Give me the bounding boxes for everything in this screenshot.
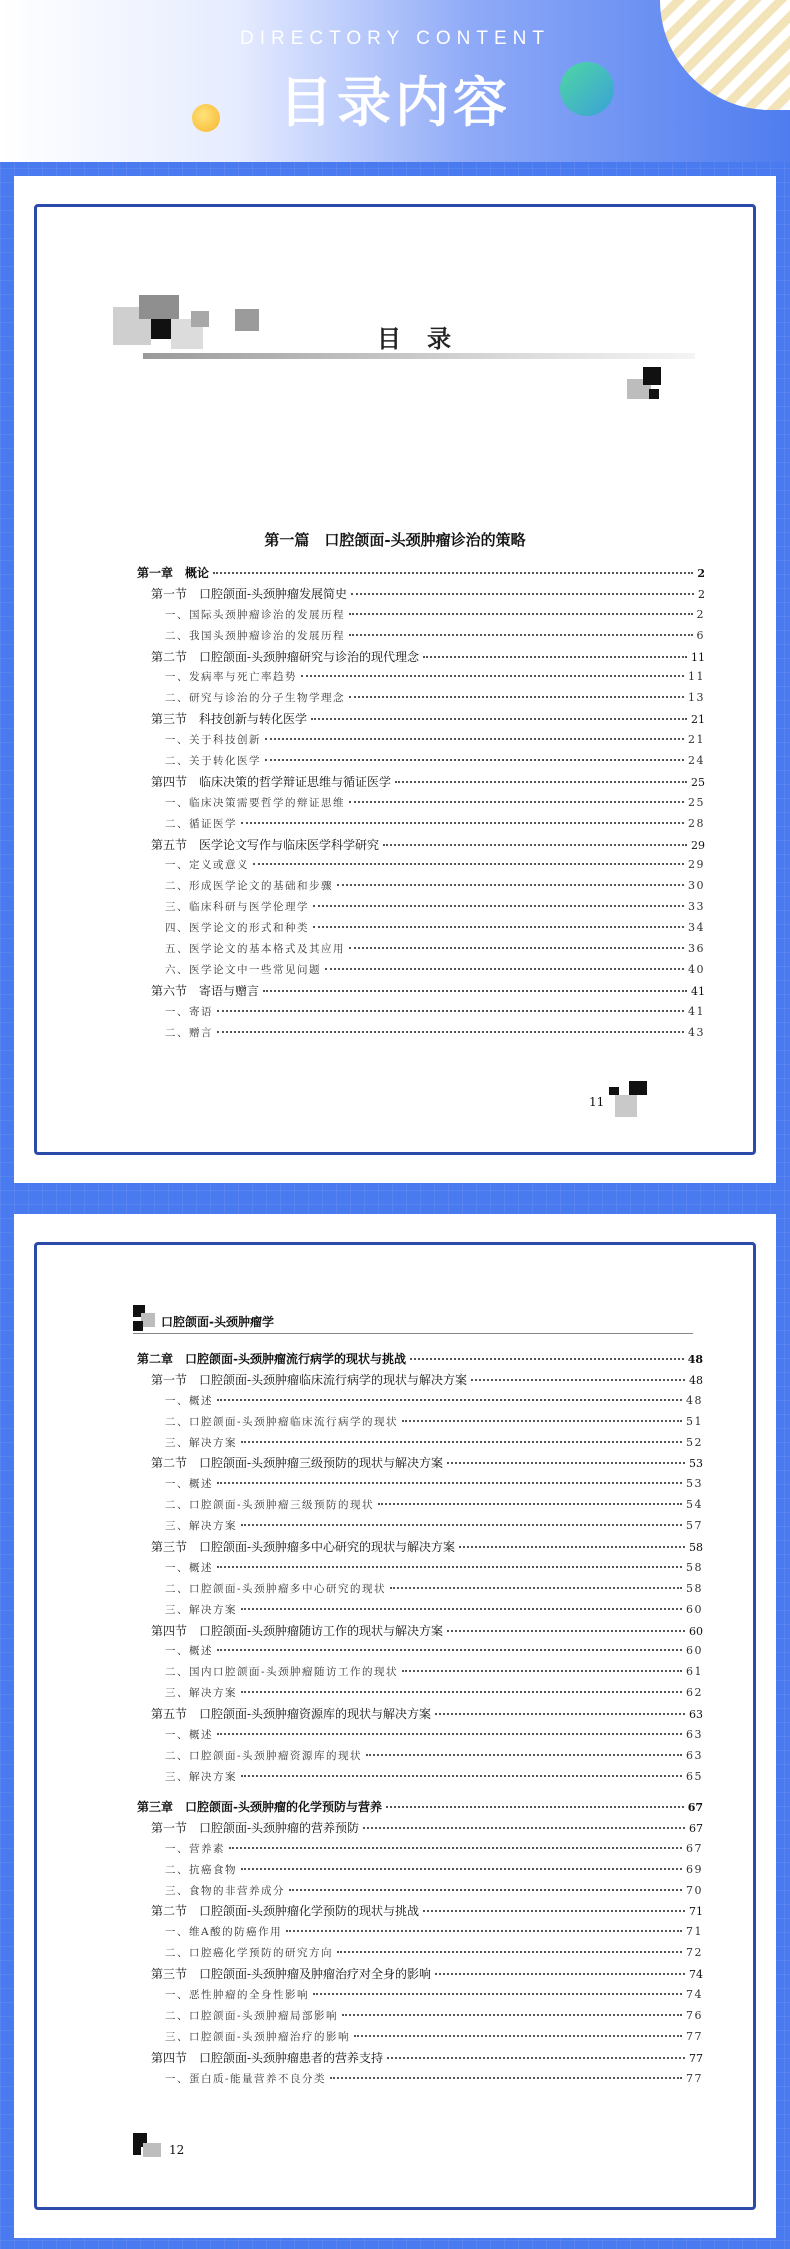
toc-chapter[interactable]: [137, 1349, 703, 1370]
dot-leader: [313, 905, 684, 907]
toc-entry-title: 二、口腔颌面-头颈肿瘤临床流行病学的现状: [165, 1415, 399, 1428]
toc-item[interactable]: [137, 2006, 703, 2027]
dot-leader: [217, 1031, 684, 1033]
toc-entry-page: 21: [688, 733, 705, 747]
dot-leader: [383, 844, 687, 846]
toc-entry-title: 一、恶性肿瘤的全身性影响: [165, 1989, 309, 2002]
toc-page-2: [14, 1214, 776, 2238]
toc-section[interactable]: [137, 1537, 703, 1558]
toc-entry-title: 第六节 寄语与赠言: [151, 983, 260, 998]
dot-leader: [349, 696, 684, 698]
toc-entry-title: 一、概述: [165, 1394, 213, 1407]
toc-entry-page: 69: [686, 1862, 703, 1876]
toc-entry-page: 71: [689, 1905, 703, 1919]
toc-section[interactable]: [137, 1370, 703, 1391]
dot-leader: [325, 968, 684, 970]
dot-leader: [459, 1546, 685, 1548]
toc-section[interactable]: [137, 584, 705, 605]
toc-entry-page: 61: [686, 1665, 703, 1679]
part-title: 第一篇 口腔颌面-头颈肿瘤诊治的策略: [264, 531, 526, 549]
toc-item[interactable]: [137, 897, 705, 918]
toc-item[interactable]: [137, 2069, 703, 2090]
toc-entry-page: 63: [686, 1728, 703, 1742]
toc-item[interactable]: [137, 1683, 703, 1704]
dot-leader: [217, 1733, 682, 1735]
toc-entry-title: 一、概述: [165, 1729, 213, 1742]
toc-section[interactable]: [137, 1901, 703, 1922]
toc-entry-title: 第一节 口腔颌面-头颈肿瘤临床流行病学的现状与解决方案: [151, 1372, 468, 1387]
toc-section[interactable]: [137, 981, 705, 1002]
dot-leader: [349, 801, 684, 803]
toc-section[interactable]: [137, 1704, 703, 1725]
title-cn: 目录内容: [279, 71, 511, 134]
toc-item[interactable]: [137, 918, 705, 939]
toc-item[interactable]: [137, 1391, 703, 1412]
page-frame: [34, 1242, 756, 2210]
page-number: 11: [589, 1095, 605, 1109]
dot-leader: [363, 1827, 685, 1829]
toc-item[interactable]: [137, 1985, 703, 2006]
toc-entry-title: 一、发病率与死亡率趋势: [165, 671, 297, 684]
dot-leader: [435, 1973, 685, 1975]
dot-leader: [342, 2014, 682, 2016]
dot-leader: [354, 2035, 682, 2037]
toc-entry-title: 第一节 口腔颌面-头颈肿瘤发展简史: [151, 586, 348, 601]
toc-entry-page: 60: [689, 1624, 703, 1638]
toc-entry-title: 一、蛋白质-能量营养不良分类: [165, 2072, 327, 2085]
dot-leader: [241, 1441, 682, 1443]
toc-entry-page: 53: [686, 1477, 703, 1491]
toc-entry-page: 58: [686, 1581, 703, 1595]
toc-entry-title: 第三节 口腔颌面-头颈肿瘤多中心研究的现状与解决方案: [151, 1540, 456, 1555]
toc-entry-page: 48: [689, 1373, 703, 1387]
toc-entry-page: 25: [688, 795, 705, 809]
dot-leader: [217, 1566, 682, 1568]
toc-entry-page: 77: [686, 2029, 703, 2043]
dot-leader: [402, 1670, 682, 1672]
toc-entry-page: 67: [689, 1821, 703, 1835]
toc-entry-title: 第三节 科技创新与转化医学: [151, 712, 308, 727]
toc-entry-title: 二、口腔颌面-头颈肿瘤多中心研究的现状: [165, 1582, 387, 1595]
running-head: 口腔颌面-头颈肿瘤学: [161, 1315, 274, 1329]
dot-leader: [378, 1503, 682, 1505]
dot-leader: [313, 1993, 682, 1995]
toc-entry-page: 51: [686, 1414, 703, 1428]
toc-entry-title: 一、概述: [165, 1645, 213, 1658]
toc-entry-title: 第二节 口腔颌面-头颈肿瘤研究与诊治的现代理念: [151, 649, 420, 664]
toc-entry-page: 29: [691, 838, 705, 852]
toc-entry-page: 2: [698, 587, 705, 601]
toc-list-chapter-3: [137, 1797, 703, 2089]
dot-leader: [217, 1399, 682, 1401]
toc-entry-title: 一、寄语: [165, 1005, 213, 1018]
toc-entry-page: 76: [686, 2008, 703, 2022]
dot-leader: [395, 781, 687, 783]
dot-leader: [366, 1754, 682, 1756]
dot-leader: [471, 1379, 685, 1381]
toc-entry-page: 41: [691, 984, 705, 998]
toc-entry-title: 一、关于科技创新: [165, 734, 261, 747]
dot-leader: [390, 1587, 682, 1589]
dot-leader: [423, 1910, 685, 1912]
toc-section[interactable]: [137, 647, 705, 668]
toc-entry-page: 60: [686, 1644, 703, 1658]
toc-item[interactable]: [137, 1412, 703, 1433]
page-frame: [34, 204, 756, 1155]
toc-entry-title: 二、循证医学: [165, 817, 237, 830]
dot-leader: [263, 990, 687, 992]
dot-leader: [265, 738, 684, 740]
toc-entry-title: 第四节 口腔颌面-头颈肿瘤患者的营养支持: [151, 2050, 384, 2065]
toc-entry-title: 第五节 医学论文写作与临床医学科学研究: [151, 837, 380, 852]
header-banner: [0, 0, 790, 162]
toc-item[interactable]: [137, 1746, 703, 1767]
yellow-dot-decoration: [192, 104, 220, 132]
toc-entry-title: 二、研究与诊治的分子生物学理念: [165, 692, 345, 705]
dot-leader: [301, 675, 684, 677]
toc-section[interactable]: [137, 709, 705, 730]
toc-entry-page: 58: [686, 1560, 703, 1574]
dot-leader: [349, 634, 693, 636]
toc-entry-title: 四、医学论文的形式和种类: [165, 922, 309, 935]
toc-item[interactable]: [137, 1474, 703, 1495]
toc-entry-title: 一、概述: [165, 1561, 213, 1574]
toc-chapter[interactable]: [137, 1797, 703, 1818]
dot-leader: [241, 1691, 682, 1693]
toc-entry-page: 53: [689, 1457, 703, 1471]
toc-entry-title: 一、临床决策需要哲学的辩证思维: [165, 796, 345, 809]
toc-item[interactable]: [137, 960, 705, 981]
dot-leader: [435, 1713, 685, 1715]
toc-entry-page: 2: [696, 607, 705, 621]
toc-item[interactable]: [137, 751, 705, 772]
toc-entry-page: 77: [689, 2051, 703, 2065]
dot-leader: [253, 863, 684, 865]
toc-heading: 目录: [377, 324, 477, 353]
toc-entry-page: 29: [688, 858, 705, 872]
toc-item[interactable]: [137, 1433, 703, 1454]
toc-entry-page: 11: [691, 650, 705, 664]
dot-leader: [229, 1847, 682, 1849]
toc-list: [137, 563, 705, 1043]
toc-item[interactable]: [137, 1641, 703, 1662]
toc-entry-page: 77: [686, 2071, 703, 2085]
toc-entry-title: 三、食物的非营养成分: [165, 1884, 285, 1897]
toc-entry-title: 二、口腔颌面-头颈肿瘤资源库的现状: [165, 1749, 363, 1762]
toc-entry-title: 二、我国头颈肿瘤诊治的发展历程: [165, 629, 345, 642]
toc-item[interactable]: [137, 814, 705, 835]
toc-list-chapter-2: [137, 1349, 703, 1788]
toc-item[interactable]: [137, 1579, 703, 1600]
toc-item[interactable]: [137, 1881, 703, 1902]
toc-section[interactable]: [137, 772, 705, 793]
toc-entry-title: 一、维A酸的防癌作用: [165, 1926, 283, 1939]
toc-entry-page: 33: [688, 900, 705, 914]
toc-entry-page: 60: [686, 1602, 703, 1616]
toc-entry-title: 三、解决方案: [165, 1770, 237, 1783]
dot-leader: [241, 1524, 682, 1526]
toc-item[interactable]: [137, 667, 705, 688]
toc-entry-page: 48: [686, 1393, 703, 1407]
toc-entry-page: 2: [697, 567, 705, 580]
toc-entry-title: 第一章 概论: [137, 566, 210, 580]
toc-entry-title: 第二节 口腔颌面-头颈肿瘤化学预防的现状与挑战: [151, 1904, 420, 1919]
toc-entry-title: 一、定义或意义: [165, 859, 249, 872]
toc-entry-title: 二、赠言: [165, 1026, 213, 1039]
dot-leader: [351, 593, 694, 595]
toc-entry-page: 54: [686, 1498, 703, 1512]
toc-entry-page: 52: [686, 1435, 703, 1449]
dot-leader: [241, 1868, 682, 1870]
toc-entry-page: 25: [691, 775, 705, 789]
toc-entry-title: 三、解决方案: [165, 1603, 237, 1616]
toc-entry-title: 三、解决方案: [165, 1436, 237, 1449]
toc-item[interactable]: [137, 1662, 703, 1683]
toc-item[interactable]: [137, 1558, 703, 1579]
toc-entry-title: 三、临床科研与医学伦理学: [165, 901, 309, 914]
toc-item[interactable]: [137, 1767, 703, 1788]
toc-item[interactable]: [137, 855, 705, 876]
toc-entry-page: 28: [688, 816, 705, 830]
toc-entry-page: 40: [688, 962, 705, 976]
toc-entry-page: 74: [689, 1968, 703, 1982]
toc-item[interactable]: [137, 876, 705, 897]
toc-item[interactable]: [137, 1516, 703, 1537]
dot-leader: [337, 884, 684, 886]
toc-item[interactable]: [137, 1600, 703, 1621]
toc-entry-title: 第二章 口腔颌面-头颈肿瘤流行病学的现状与挑战: [137, 1352, 406, 1366]
toc-entry-page: 24: [688, 754, 705, 768]
toc-entry-title: 六、医学论文中一些常见问题: [165, 963, 321, 976]
toc-section[interactable]: [137, 1964, 703, 1985]
toc-entry-page: 63: [689, 1708, 703, 1722]
dot-leader: [423, 656, 687, 658]
toc-entry-page: 67: [686, 1841, 703, 1855]
dot-leader: [349, 613, 693, 615]
toc-entry-title: 第四节 口腔颌面-头颈肿瘤随访工作的现状与解决方案: [151, 1623, 444, 1638]
toc-item[interactable]: [137, 1922, 703, 1943]
toc-entry-title: 二、口腔颌面-头颈肿瘤局部影响: [165, 2009, 339, 2022]
dot-leader: [337, 1951, 682, 1953]
toc-entry-title: 三、解决方案: [165, 1520, 237, 1533]
dot-leader: [217, 1649, 682, 1651]
toc-item[interactable]: [137, 1002, 705, 1023]
toc-entry-page: 74: [686, 1988, 703, 2002]
toc-item[interactable]: [137, 730, 705, 751]
toc-entry-page: 65: [686, 1769, 703, 1783]
toc-item[interactable]: [137, 2027, 703, 2048]
toc-entry-title: 第一节 口腔颌面-头颈肿瘤的营养预防: [151, 1820, 360, 1835]
dot-leader: [447, 1630, 685, 1632]
toc-section[interactable]: [137, 835, 705, 856]
toc-entry-title: 第三节 口腔颌面-头颈肿瘤及肿瘤治疗对全身的影响: [151, 1967, 432, 1982]
toc-entry-page: 57: [686, 1519, 703, 1533]
toc-entry-title: 第四节 临床决策的哲学辩证思维与循证医学: [151, 774, 392, 789]
dot-leader: [241, 1775, 682, 1777]
toc-item[interactable]: [137, 1943, 703, 1964]
toc-entry-page: 63: [686, 1748, 703, 1762]
toc-entry-title: 一、概述: [165, 1478, 213, 1491]
dot-leader: [241, 822, 684, 824]
toc-entry-page: 6: [696, 628, 705, 642]
toc-item[interactable]: [137, 605, 705, 626]
dot-leader: [289, 1889, 682, 1891]
dot-leader: [349, 947, 684, 949]
toc-entry-title: 二、抗癌食物: [165, 1863, 237, 1876]
toc-entry-page: 11: [688, 670, 705, 684]
toc-entry-page: 72: [686, 1946, 703, 1960]
toc-entry-title: 五、医学论文的基本格式及其应用: [165, 943, 345, 956]
dot-leader: [286, 1930, 682, 1932]
toc-entry-page: 67: [687, 1801, 703, 1814]
toc-item[interactable]: [137, 1725, 703, 1746]
dot-leader: [213, 572, 693, 574]
toc-entry-title: 三、口腔颌面-头颈肿瘤治疗的影响: [165, 2030, 351, 2043]
toc-entry-page: 34: [688, 921, 705, 935]
toc-entry-title: 二、口腔癌化学预防的研究方向: [165, 1947, 333, 1960]
dot-leader: [313, 926, 684, 928]
dot-leader: [402, 1420, 682, 1422]
toc-entry-page: 13: [688, 691, 705, 705]
toc-entry-page: 71: [686, 1925, 703, 1939]
toc-entry-title: 第二节 口腔颌面-头颈肿瘤三级预防的现状与解决方案: [151, 1456, 444, 1471]
toc-entry-title: 第五节 口腔颌面-头颈肿瘤资源库的现状与解决方案: [151, 1707, 432, 1722]
toc-item[interactable]: [137, 939, 705, 960]
dot-leader: [241, 1608, 682, 1610]
toc-section[interactable]: [137, 1453, 703, 1474]
toc-entry-page: 48: [687, 1353, 703, 1366]
toc-entry-title: 二、口腔颌面-头颈肿瘤三级预防的现状: [165, 1499, 375, 1512]
toc-entry-title: 第三章 口腔颌面-头颈肿瘤的化学预防与营养: [137, 1800, 382, 1814]
toc-entry-page: 21: [691, 713, 705, 727]
page-number: 12: [169, 2143, 185, 2157]
toc-entry-page: 41: [688, 1004, 705, 1018]
running-head-rule: [133, 1333, 693, 1334]
toc-entry-title: 一、国际头颈肿瘤诊治的发展历程: [165, 608, 345, 621]
toc-entry-page: 36: [688, 942, 705, 956]
toc-item[interactable]: [137, 1839, 703, 1860]
toc-item[interactable]: [137, 1023, 705, 1044]
toc-page-1: [14, 176, 776, 1183]
toc-section[interactable]: [137, 1621, 703, 1642]
toc-item[interactable]: [137, 793, 705, 814]
toc-entry-title: 二、关于转化医学: [165, 755, 261, 768]
toc-entry-page: 70: [686, 1883, 703, 1897]
dot-leader: [386, 1806, 684, 1808]
dot-leader: [410, 1358, 684, 1360]
green-dot-decoration: [560, 62, 614, 116]
toc-item[interactable]: [137, 688, 705, 709]
dot-leader: [265, 759, 684, 761]
toc-section[interactable]: [137, 1818, 703, 1839]
toc-entry-page: 43: [688, 1025, 705, 1039]
toc-entry-title: 三、解决方案: [165, 1687, 237, 1700]
toc-item[interactable]: [137, 1495, 703, 1516]
toc-entry-page: 58: [689, 1541, 703, 1555]
dot-leader: [330, 2077, 682, 2079]
dot-leader: [217, 1482, 682, 1484]
toc-item[interactable]: [137, 626, 705, 647]
toc-chapter[interactable]: [137, 563, 705, 584]
dot-leader: [217, 1010, 684, 1012]
dot-leader: [311, 718, 687, 720]
toc-entry-page: 30: [688, 879, 705, 893]
toc-item[interactable]: [137, 1860, 703, 1881]
toc-section[interactable]: [137, 2048, 703, 2069]
toc-entry-title: 二、国内口腔颌面-头颈肿瘤随访工作的现状: [165, 1666, 399, 1679]
toc-entry-title: 二、形成医学论文的基础和步骤: [165, 880, 333, 893]
subtitle-en: DIRECTORY CONTENT: [240, 28, 550, 49]
dot-leader: [387, 2057, 685, 2059]
dot-leader: [447, 1462, 685, 1464]
toc-entry-title: 一、营养素: [165, 1842, 225, 1855]
toc-entry-page: 62: [686, 1686, 703, 1700]
